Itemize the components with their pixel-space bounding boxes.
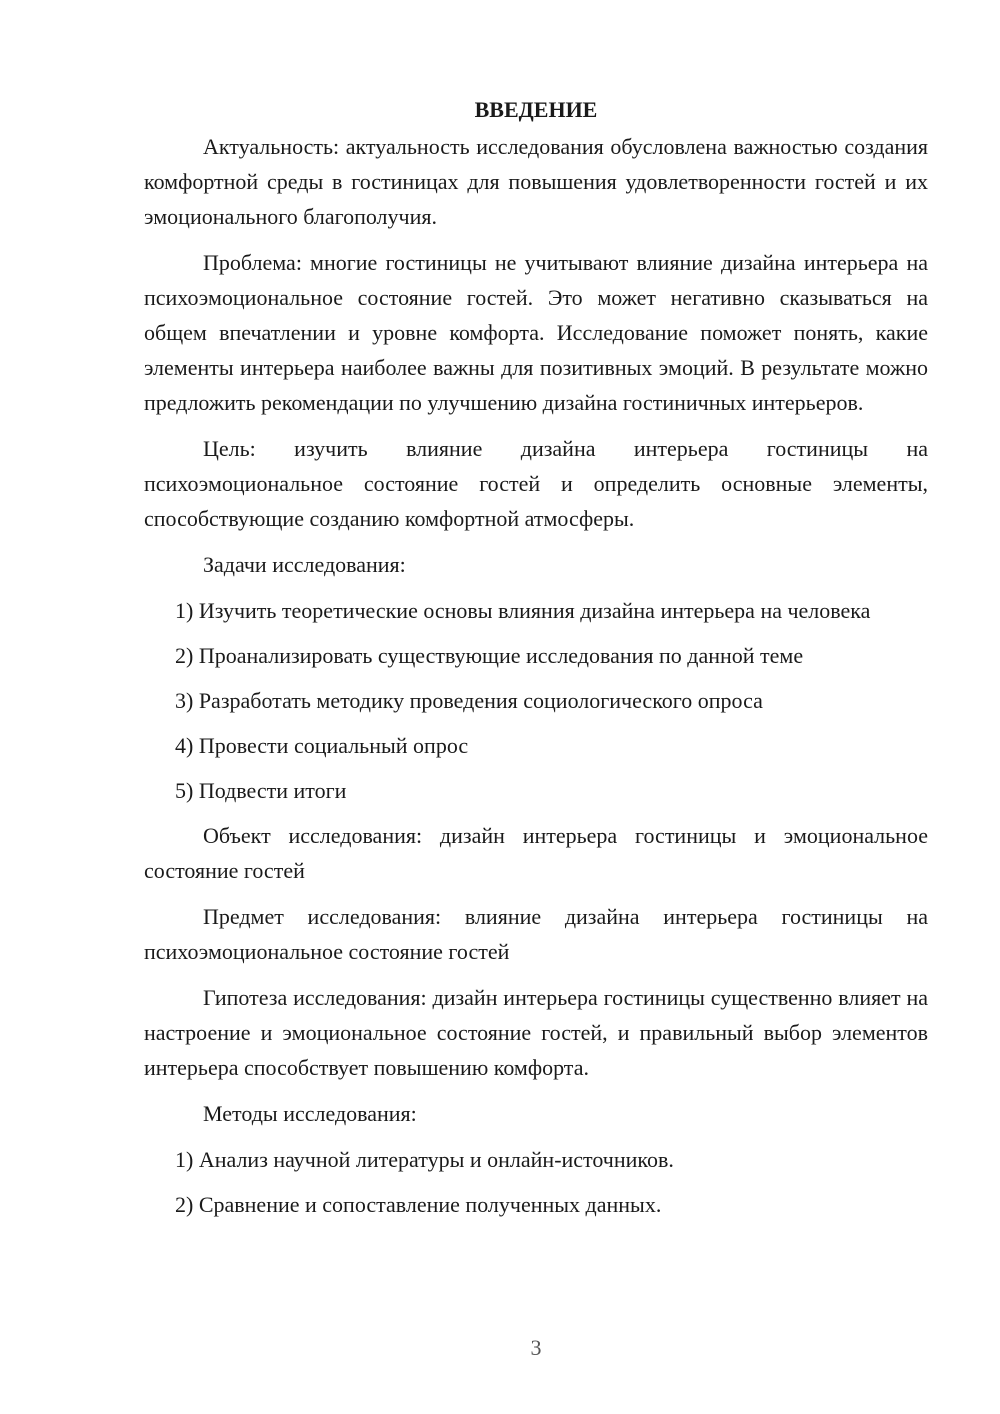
tasks-heading: Задачи исследования: xyxy=(203,552,406,577)
methods-list xyxy=(144,1142,928,1222)
method-item-1: 1) Анализ научной литературы и онлайн-источников. xyxy=(175,1147,674,1172)
methods-heading: Методы исследования: xyxy=(203,1101,417,1126)
page-number: 3 xyxy=(530,1335,542,1360)
method-item-2: 2) Сравнение и сопоставление полученных данных. xyxy=(175,1192,662,1217)
task-item-3: 3) Разработать методику проведения социологического опроса xyxy=(175,688,763,713)
subject-paragraph: Предмет исследования: влияние дизайна интерьера гостиницы на психоэмоциональное состояние гостей xyxy=(144,904,928,964)
tasks-list xyxy=(144,593,928,808)
task-item-5: 5) Подвести итоги xyxy=(175,778,347,803)
section-title: ВВЕДЕНИЕ xyxy=(474,97,598,122)
object-paragraph: Объект исследования: дизайн интерьера гостиницы и эмоциональное состояние гостей xyxy=(144,823,928,883)
goal-paragraph: Цель: изучить влияние дизайна интерьера гостиницы на психоэмоциональное состояние гостей и определить основные элементы, способствующие созданию комфортной атмосферы. xyxy=(144,436,928,531)
hypothesis-paragraph: Гипотеза исследования: дизайн интерьера гостиницы существенно влияет на настроение и эмоциональное состояние гостей, и правильный выбор элементов интерьера способствует повышению комфорта. xyxy=(144,985,928,1080)
relevance-paragraph: Актуальность: актуальность исследования обусловлена важностью создания комфортной среды в гостиницах для повышения удовлетворенности гостей и их эмоционального благополучия. xyxy=(144,134,928,229)
task-item-1: 1) Изучить теоретические основы влияния дизайна интерьера на человека xyxy=(175,598,871,623)
document-page xyxy=(144,92,928,1232)
task-item-4: 4) Провести социальный опрос xyxy=(175,733,469,758)
task-item-2: 2) Проанализировать существующие исследования по данной теме xyxy=(175,643,804,668)
problem-paragraph: Проблема: многие гостиницы не учитывают влияние дизайна интерьера на психоэмоциональное состояние гостей. Это может негативно сказываться на общем впечатлении и уровне комфорта. Исследование поможет понять, какие элементы интерьера наиболее важны для позитивных эмоций. В результате можно предложить рекомендации по улучшению дизайна гостиничных интерьеров. xyxy=(144,250,928,415)
